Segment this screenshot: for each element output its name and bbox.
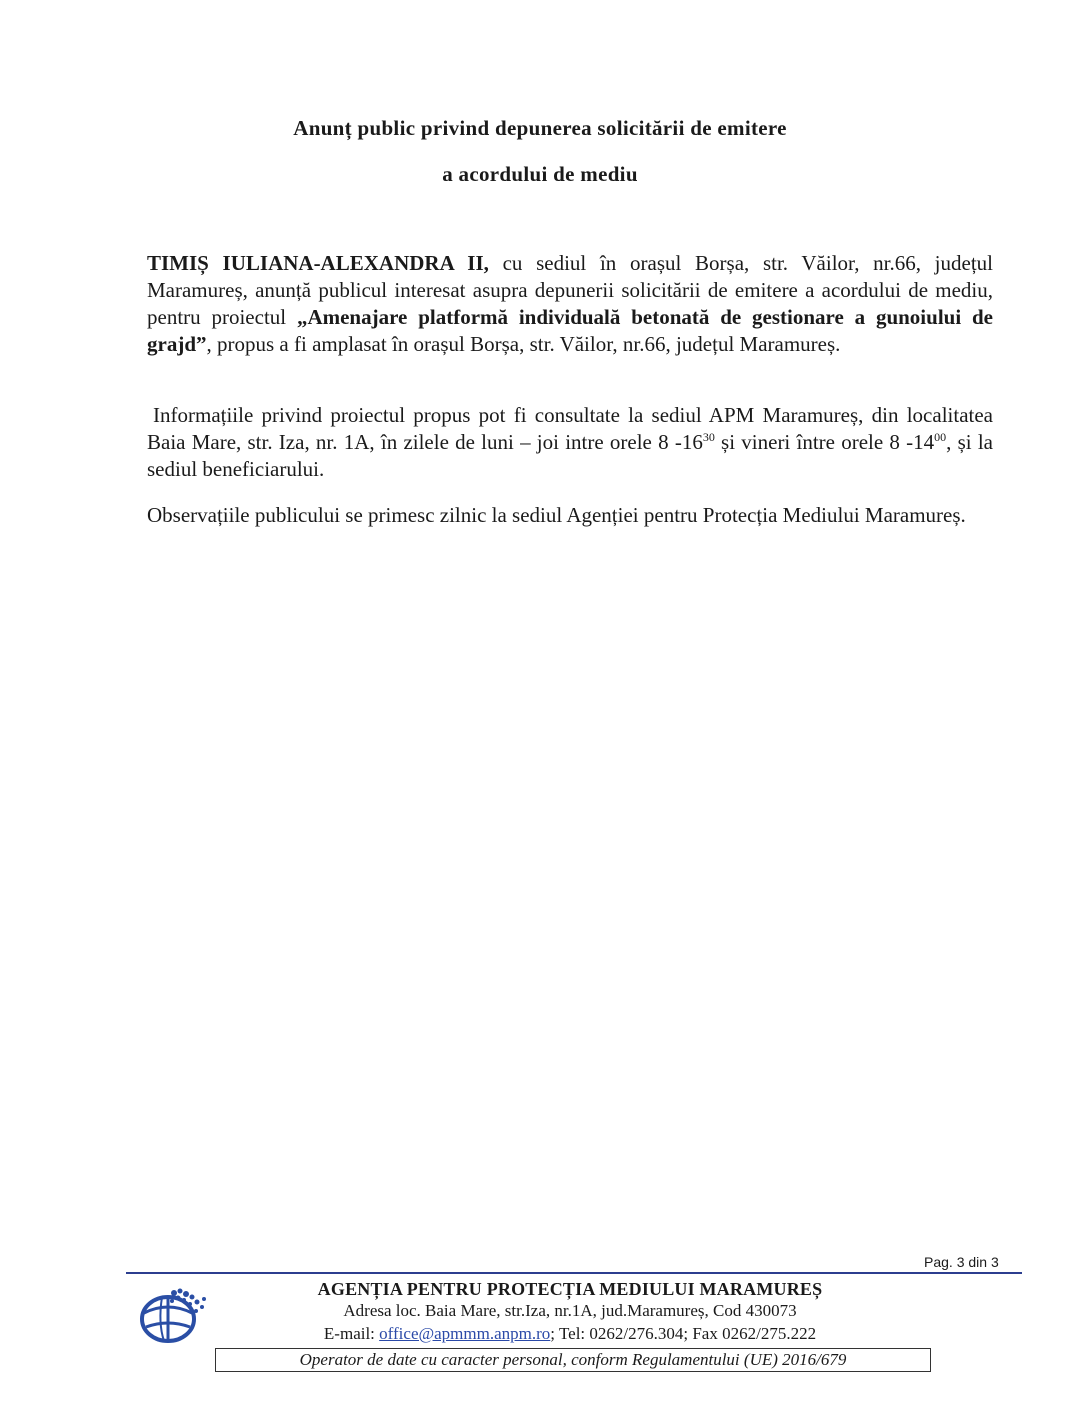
footer-agency-name: AGENȚIA PENTRU PROTECȚIA MEDIULUI MARAMUREȘ [317,1279,823,1299]
project-name: „Amenajare platformă individuală betonată de gestionare a gunoiului de grajd” [147,305,993,356]
gdpr-notice: Operator de date cu caracter personal, conform Regulamentului (UE) 2016/679 [215,1348,931,1372]
email-link[interactable]: office@apmmm.anpm.ro [379,1324,551,1343]
consultation-text-b: și vineri între orele 8 -14 [714,430,935,454]
document-title-line-2: a acordului de mediu [442,162,638,186]
phone-fax: ; Tel: 0262/276.304; Fax 0262/275.222 [550,1324,817,1343]
announcement-text-a: cu sediul în orașul Borșa, str. Văilor, nr.66, județul Maramureș, anunță publicul interesat asupra depunerii solicitării de emitere a acordului de mediu, pentru proiectul [147,251,993,329]
footer-divider [126,1272,1022,1274]
page-number: Pag. 3 din 3 [924,1254,999,1270]
applicant-name: TIMIȘ IULIANA-ALEXANDRA II, [147,251,489,275]
consultation-text-c: , și la sediul beneficiarului. [147,430,993,481]
announcement-paragraph [147,250,993,358]
email-label: E-mail: [323,1324,380,1343]
announcement-text-b: , propus a fi amplasat în orașul Borșa, str. Văilor, nr.66, județul Maramureș. [206,332,841,356]
hour-superscript-a: 30 [702,430,715,444]
footer-contact [0,1324,1080,1344]
consultation-text-a: Informațiile privind proiectul propus pot fi consultate la sediul APM Maramureș, din localitatea Baia Mare, str. Iza, nr. 1A, în zilele de luni – joi intre orele 8 -16 [147,403,993,454]
footer-address: Adresa loc. Baia Mare, str.Iza, nr.1A, jud.Maramureș, Cod 430073 [343,1301,797,1320]
observations-paragraph: Observațiile publicului se primesc zilnic la sediul Agenției pentru Protecția Mediului Maramureș. [147,503,966,527]
document-title-line-1: Anunț public privind depunerea solicitării de emitere [293,116,787,140]
hour-superscript-b: 00 [934,430,947,444]
consultation-paragraph [147,402,993,483]
